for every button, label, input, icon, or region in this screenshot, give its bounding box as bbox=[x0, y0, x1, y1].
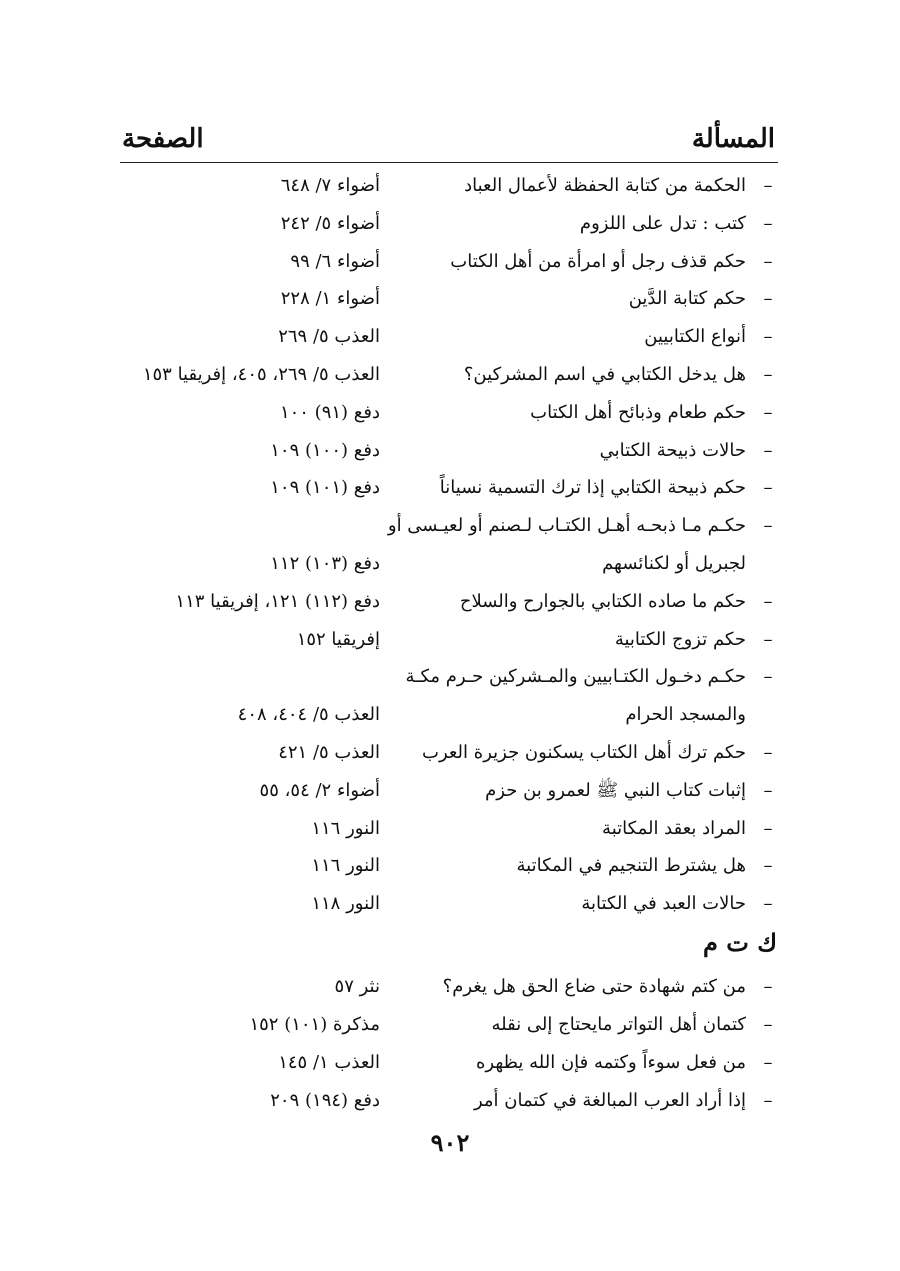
entry-question-text: حكم ترك أهل الكتاب يسكنون جزيرة العرب bbox=[422, 742, 746, 763]
entry-bullet-dash: – bbox=[763, 779, 773, 801]
index-entry bbox=[120, 1046, 780, 1080]
entry-bullet-dash: – bbox=[763, 590, 773, 612]
entry-page-reference: العذب ١/ ١٤٥ bbox=[278, 1052, 380, 1073]
entry-question-text: المراد بعقد المكاتبة bbox=[602, 817, 746, 839]
entry-page-reference: العذب ٥/ ٢٦٩، ٤٠٥، إفريقيا ١٥٣ bbox=[142, 364, 380, 385]
index-entry bbox=[120, 887, 780, 921]
index-entry bbox=[120, 282, 780, 316]
index-entry bbox=[120, 434, 780, 468]
entry-page-reference: دفع (١١٢) ١٢١، إفريقيا ١١٣ bbox=[175, 590, 380, 612]
entry-page-reference: العذب ٥/ ٤٢١ bbox=[278, 742, 380, 763]
entry-page-reference: دفع (١٩٤) ٢٠٩ bbox=[270, 1090, 380, 1111]
entry-question-text: كتمان أهل التواتر مايحتاج إلى نقله bbox=[491, 1014, 746, 1035]
entry-bullet-dash: – bbox=[763, 855, 773, 877]
entry-question-text: الحكمة من كتابة الحفظة لأعمال العباد bbox=[464, 175, 746, 196]
entry-page-reference: النور ١١٦ bbox=[311, 855, 380, 877]
index-entry bbox=[120, 736, 780, 770]
entry-question-text: والمسجد الحرام bbox=[625, 704, 746, 726]
index-entry bbox=[120, 547, 780, 581]
index-entry bbox=[120, 471, 780, 505]
page-number: ٩٠٢ bbox=[430, 1128, 470, 1157]
entry-page-reference: أضواء ٢/ ٥٤، ٥٥ bbox=[259, 779, 380, 801]
entry-page-reference: مذكرة (١٠١) ١٥٢ bbox=[249, 1014, 380, 1035]
index-entry bbox=[120, 509, 780, 543]
entry-question-text: حكم طعام وذبائح أهل الكتاب bbox=[530, 401, 746, 423]
entry-question-text: حالات العبد في الكتابة bbox=[581, 893, 746, 915]
entry-bullet-dash: – bbox=[763, 212, 773, 234]
section-heading: ك ت م bbox=[703, 928, 777, 957]
entry-question-text: أنواع الكتابيين bbox=[644, 326, 746, 348]
entry-bullet-dash: – bbox=[763, 401, 773, 423]
entry-bullet-dash: – bbox=[763, 1090, 773, 1111]
index-entry bbox=[120, 849, 780, 883]
entry-page-reference: النور ١١٦ bbox=[311, 817, 380, 839]
entry-question-text: هل يدخل الكتابي في اسم المشركين؟ bbox=[463, 364, 746, 385]
entry-question-text: حكـم دخـول الكتـابيين والمـشركين حـرم مكـة bbox=[405, 666, 746, 688]
entry-page-reference: أضواء ١/ ٢٢٨ bbox=[280, 288, 380, 310]
entry-bullet-dash: – bbox=[763, 477, 773, 499]
entry-bullet-dash: – bbox=[763, 628, 773, 650]
entry-page-reference: النور ١١٨ bbox=[311, 893, 380, 915]
index-entry bbox=[120, 245, 780, 279]
index-entry bbox=[120, 585, 780, 619]
index-entry bbox=[120, 970, 780, 1004]
entry-question-text: حكم ما صاده الكتابي بالجوارح والسلاح bbox=[459, 590, 746, 612]
entry-question-text: إذا أراد العرب المبالغة في كتمان أمر bbox=[473, 1090, 746, 1111]
entry-bullet-dash: – bbox=[763, 175, 773, 196]
entry-bullet-dash: – bbox=[763, 250, 773, 272]
page-column-header: الصفحة bbox=[122, 124, 204, 154]
index-entry bbox=[120, 698, 780, 732]
entry-question-text: حكم ذبيحة الكتابي إذا ترك التسمية نسياناً bbox=[439, 477, 746, 499]
index-entry bbox=[120, 1084, 780, 1118]
entry-question-text: من كتم شهادة حتى ضاع الحق هل يغرم؟ bbox=[442, 976, 746, 997]
entry-page-reference: دفع (١٠١) ١٠٩ bbox=[270, 477, 380, 499]
index-entry bbox=[120, 207, 780, 241]
index-entry bbox=[120, 358, 780, 392]
entry-question-text: حكم تزوج الكتابية bbox=[614, 628, 746, 650]
index-entry bbox=[120, 1008, 780, 1042]
entry-question-text: حالات ذبيحة الكتابي bbox=[599, 439, 746, 461]
entry-bullet-dash: – bbox=[763, 976, 773, 997]
entry-question-text: هل يشترط التنجيم في المكاتبة bbox=[516, 855, 746, 877]
index-entry bbox=[120, 169, 780, 203]
entry-question-text: حكم كتابة الدَّين bbox=[628, 288, 746, 310]
entry-bullet-dash: – bbox=[763, 288, 773, 310]
entry-bullet-dash: – bbox=[763, 439, 773, 461]
entry-page-reference: دفع (١٠٣) ١١٢ bbox=[270, 553, 380, 574]
index-entry bbox=[120, 623, 780, 657]
entry-page-reference: أضواء ٥/ ٢٤٢ bbox=[280, 212, 380, 234]
entry-question-text: إثبات كتاب النبي ﷺ لعمرو بن حزم bbox=[485, 779, 746, 801]
entry-page-reference: دفع (١٠٠) ١٠٩ bbox=[270, 439, 380, 461]
entry-bullet-dash: – bbox=[763, 742, 773, 763]
entry-bullet-dash: – bbox=[763, 515, 773, 537]
index-entry bbox=[120, 320, 780, 354]
entry-page-reference: العذب ٥/ ٢٦٩ bbox=[278, 326, 380, 348]
index-entry bbox=[120, 396, 780, 430]
entry-question-text: لجبريل أو لكنائسهم bbox=[602, 553, 746, 574]
index-entry bbox=[120, 774, 780, 808]
entry-question-text: حكـم مـا ذبحـه أهـل الكتـاب لـصنم أو لعيـسى أو bbox=[387, 515, 746, 537]
entry-page-reference: نثر ٥٧ bbox=[334, 976, 380, 997]
entry-page-reference: إفريقيا ١٥٢ bbox=[296, 628, 380, 650]
entry-bullet-dash: – bbox=[763, 1014, 773, 1035]
entry-bullet-dash: – bbox=[763, 326, 773, 348]
index-entry bbox=[120, 660, 780, 694]
entry-page-reference: أضواء ٦/ ٩٩ bbox=[290, 250, 380, 272]
entry-page-reference: العذب ٥/ ٤٠٤، ٤٠٨ bbox=[237, 704, 380, 726]
entry-question-text: كتب : تدل على اللزوم bbox=[579, 212, 746, 234]
entry-question-text: من فعل سوءاً وكتمه فإن الله يظهره bbox=[475, 1052, 746, 1073]
entry-page-reference: دفع (٩١) ١٠٠ bbox=[279, 401, 380, 423]
entry-bullet-dash: – bbox=[763, 364, 773, 385]
index-entry bbox=[120, 812, 780, 846]
entry-page-reference: أضواء ٧/ ٦٤٨ bbox=[280, 175, 380, 196]
entry-bullet-dash: – bbox=[763, 666, 773, 688]
question-column-header: المسألة bbox=[691, 124, 775, 154]
header-divider bbox=[120, 162, 778, 163]
entry-bullet-dash: – bbox=[763, 1052, 773, 1073]
entry-bullet-dash: – bbox=[763, 893, 773, 915]
entry-question-text: حكم قذف رجل أو امرأة من أهل الكتاب bbox=[450, 250, 746, 272]
entry-bullet-dash: – bbox=[763, 817, 773, 839]
